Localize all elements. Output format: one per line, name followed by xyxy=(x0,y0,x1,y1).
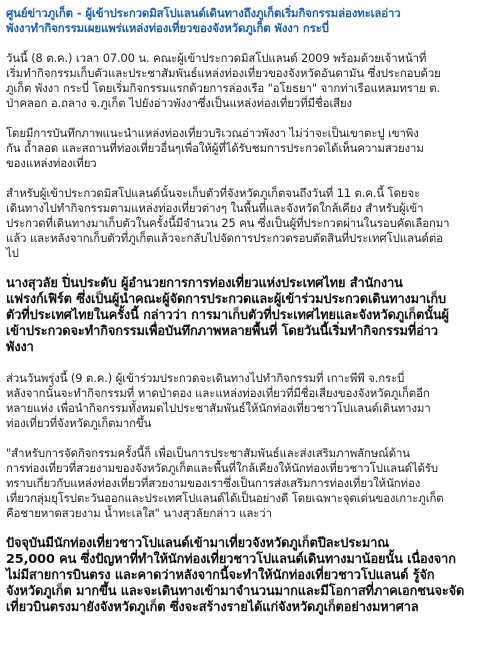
article-paragraph: "สำหรับการจัดกิจกรรมครั้งนี้ก็ เพื่อเป็นการประชาสัมพันธ์และส่งเสริมภาพลักษณ์ด้าน การท่องเที่ยวที่สวยงามของจังหวัดภูเก็ตและพื้นที่ใกล้เคียงให้นักท่องเที่ยวชาวโปแลนด์ได้รับ ทราบเกี่ยวกับแหล่งท่องเที่ยวที่สวยงามของเราซึ่งเป็นการส่งเสริมการท่องเที่ยวให้นักท่อง เที่ยวกลุ่มยุโรปตะวันออกและประเทศโปแลนด์ได้เป็นอย่างดี โดยเฉพาะจุดเด่นของเกาะภูเก็ต คือชายหาดสวยงาม น้ำทะเลใส" นางสุวลัยกล่าว และว่า xyxy=(6,446,444,520)
article-paragraph: โดยมีการบันทึกภาพแนะนำแหล่งท่องเที่ยวบริเวณอ่าวพังงา ไม่ว่าจะเป็นเขาตะปู เขาพิง กัน ถ้ำลอด และสถานที่ท่องเที่ยวอื่นๆเพื่อให้ผู้ที่ได้รับชมการประกวดได้เห็นความสวยงาม ของแหล่งท่องเที่ยว xyxy=(6,126,424,170)
article-paragraph: สำหรับผู้เข้าประกวดมิสโปแลนด์นั้นจะเก็บตัวที่จังหวัดภูเก็ตจนถึงวันที่ 11 ต.ค.นี้ โดยจะ เดินทางไปทำกิจกรรมตามแหล่งท่องเที่ยวต่างๆ ในพื้นที่และจังหวัดใกล้เคียง สำหรับผู้เข้า ประกวดที่เดินทางมาเก็บตัวในครั้งนี้มีจำนวน 25 คน ซึ่งเป็นผู้ที่ประกวดผ่านในรอบคัดเลือกมา แล้ว และหลังจากเก็บตัวที่ภูเก็ตแล้วจะกลับไปจัดการประกวดรอบตัดสินที่ประเทศโปแลนด์ต่อ ไป xyxy=(6,186,450,260)
article-closing-bold: ปัจจุบันมีนักท่องเที่ยวชาวโปแลนด์เข้ามาเที่ยวจังหวัดภูเก็ตปีละประมาณ 25,000 คน ซึ่งปัญหาที่ทำให้นักท่องเที่ยวชาวโปแลนด์เดินทางมาน้อยนั้น เนื่องจาก ไม่มีสายการบินตรง และคาดว่าหลังจากนี้จะทำให้นักท่องเที่ยวชาวโปแลนด์ รู้จัก จังหวัดภูเก็ต มากขึ้น และจะเดินทางเข้ามาจำนวนมากและมีโอกาสที่ภาคเอกชนจะจัด เที่ยวบินตรงมายังจังหวัดภูเก็ต ซึ่งจะสร้างรายได้แก่จังหวัดภูเก็ตอย่างมหาศาล xyxy=(6,536,465,615)
lede-summary: - ผู้เข้าประกวดมิสโปแลนด์เดินทางถึงภูเก็ตเริ่มกิจกรรมล่องทะเลอ่าว พังงาทำกิจกรรมเผยแพร่แหล่งท่องเที่ยวของจังหวัดภูเก็ต พังงา กระบี่ xyxy=(6,6,401,35)
article-lede xyxy=(6,6,487,36)
news-center-label: ศูนย์ข่าวภูเก็ต xyxy=(6,6,73,20)
article-quote-bold: นางสุวลัย ปิ่นประดับ ผู้อำนวยการการท่องเที่ยวแห่งประเทศไทย สำนักงาน แฟรงก์เฟิร์ต ซึ่งเป็นผู้นำคณะผู้จัดการประกวดและผู้เข้าร่วมประกวดเดินทางมาเก็บ ตัวที่ประเทศไทยในครั้งนี้ กล่าวว่า การมาเก็บตัวที่ประเทศไทยและจังหวัดภูเก็ตนั้นผู้ เข้าประกวดจะทำกิจกรรมเพื่อบันทึกภาพหลายพื้นที่ โดยวันนี้เริ่มทำกิจกรรมที่อ่าว พังงา xyxy=(6,276,449,355)
article-paragraph: วันนี้ (8 ต.ค.) เวลา 07.00 น. คณะผู้เข้าประกวดมิสโปแลนด์ 2009 พร้อมด้วยเจ้าหน้าที่ เริ่มทำกิจกรรมเก็บตัวและประชาสัมพันธ์แหล่งท่องเที่ยวของจังหวัดอันดามัน ซึ่งประกอบด้วย ภูเก็ต พังงา กระบี่ โดยเริ่มกิจกรรมแรกด้วยการล่องเรือ "อโยธยา" จากท่าเรือแหลมทราย ต. ป่าคลอก อ.ถลาง จ.ภูเก็ต ไปยังอ่าวพังงาซึ่งเป็นแหล่งท่องเที่ยวที่มีชื่อเสียง xyxy=(6,51,441,110)
article-paragraph: ส่วนวันพรุ่งนี้ (9 ต.ค.) ผู้เข้าร่วมประกวดจะเดินทางไปทำกิจกรรมที่ เกาะพีพี จ.กระบี่ หลังจากนั้นจะทำกิจกรรมที่ หาดป่าตอง และแหล่งท่องเที่ยวที่มีชื่อเสียงของจังหวัดภูเก็ตอีก หลายแห่ง เพื่อนำกิจกรรมทั้งหมดไปประชาสัมพันธ์ให้นักท่องเที่ยวชาวโปแลนด์เดินทางมา ท่องเที่ยวที่จังหวัดภูเก็ตมากขึ้น xyxy=(6,371,431,430)
